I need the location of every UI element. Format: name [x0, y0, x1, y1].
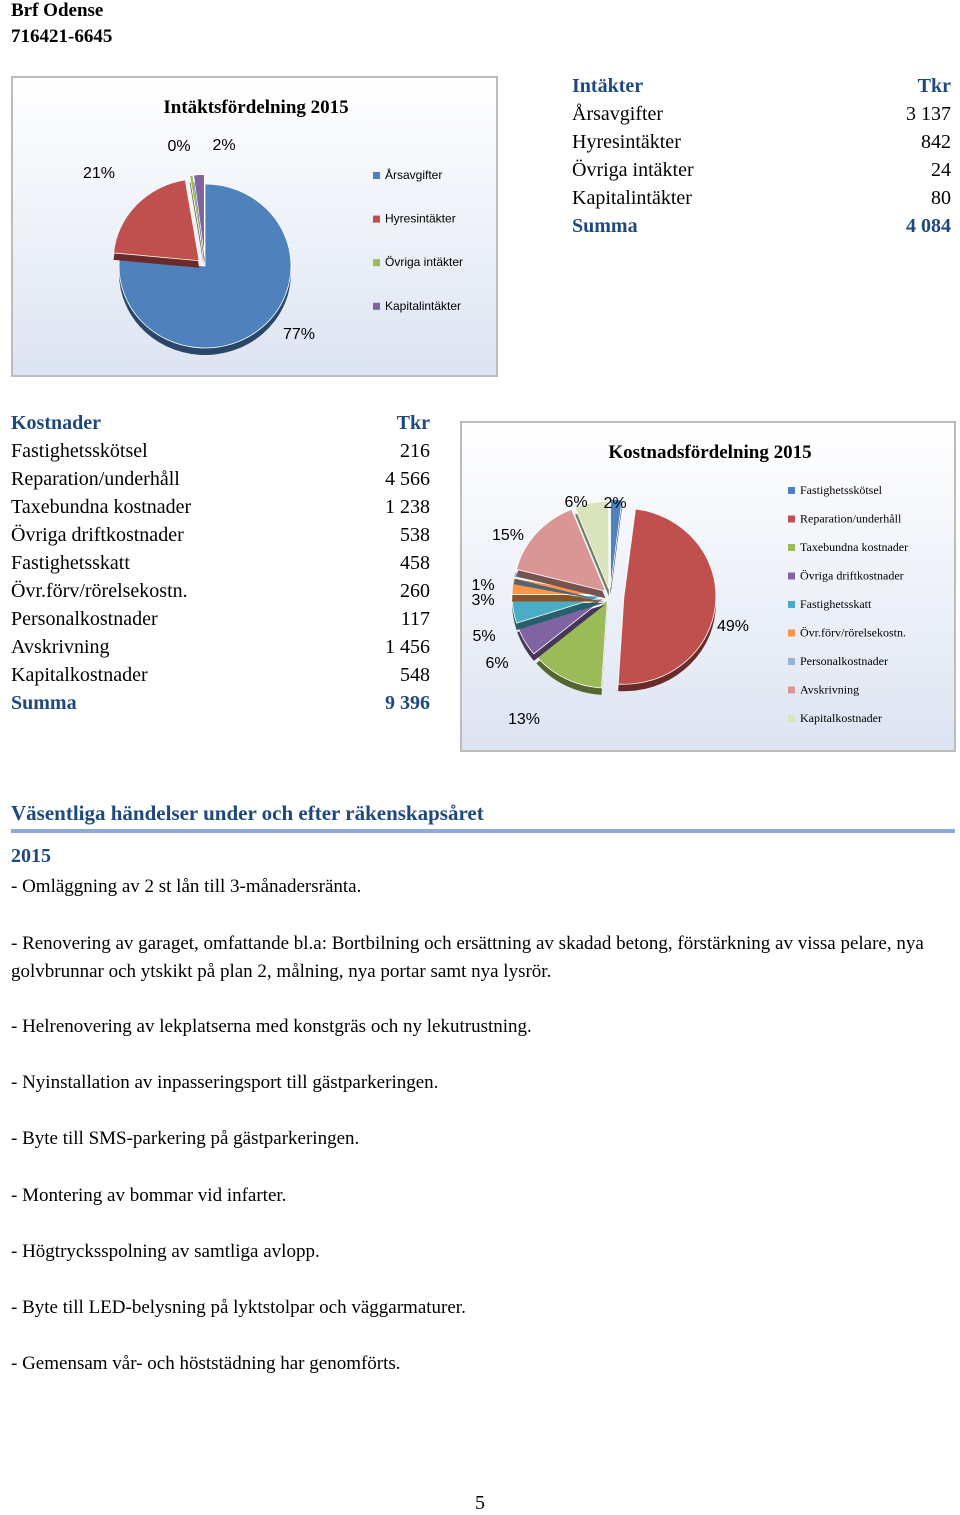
cost-row-label: Reparation/underhåll — [11, 468, 180, 490]
events-divider — [11, 829, 955, 833]
cost-total-label: Summa — [11, 692, 77, 714]
event-item: - Montering av bommar vid infarter. — [11, 1185, 287, 1206]
legend-swatch — [788, 715, 795, 722]
legend-entry: Reparation/underhåll — [800, 511, 902, 526]
legend-swatch — [788, 630, 795, 637]
cost-row-value: 458 — [400, 552, 430, 574]
data-label: 1% — [471, 577, 495, 594]
cost-row-value: 216 — [400, 440, 430, 462]
data-label: 13% — [507, 711, 541, 728]
data-label: 5% — [472, 628, 496, 645]
legend-swatch — [373, 303, 380, 310]
income-row-value: 3 137 — [906, 103, 951, 125]
income-heading: Intäkter — [572, 75, 644, 97]
income-row-value: 80 — [931, 187, 951, 209]
data-label: 21% — [82, 165, 116, 182]
legend-swatch — [788, 658, 795, 665]
income-pie-svg — [13, 78, 500, 379]
pie-slice — [618, 509, 716, 684]
legend-entry: Årsavgifter — [385, 168, 443, 182]
income-total-value: 4 084 — [906, 215, 951, 237]
pie-slices — [114, 174, 291, 355]
page-number: 5 — [475, 1492, 485, 1514]
data-label: 49% — [716, 618, 750, 635]
org-name: Brf Odense — [11, 0, 104, 21]
event-item: - Helrenovering av lekplatserna med konstgräs och ny lekutrustning. — [11, 1016, 532, 1037]
cost-row-value: 538 — [400, 524, 430, 546]
events-title: Väsentliga händelser under och efter räkenskapsåret — [11, 801, 484, 825]
income-row-label: Övriga intäkter — [572, 159, 694, 181]
cost-row-label: Kapitalkostnader — [11, 664, 148, 686]
legend-swatch — [373, 216, 380, 223]
pie-slice — [611, 499, 623, 587]
legend-swatch — [373, 172, 380, 179]
legend-swatch — [788, 601, 795, 608]
legend-entry: Avskrivning — [800, 682, 860, 697]
legend-entry: Hyresintäkter — [385, 211, 456, 226]
cost-row-value: 548 — [400, 664, 430, 686]
cost-heading: Kostnader — [11, 412, 101, 434]
cost-row-label: Fastighetsskatt — [11, 552, 130, 574]
income-row-label: Hyresintäkter — [572, 131, 681, 153]
legend-entry: Övriga driftkostnader — [800, 568, 904, 583]
pie-slice — [114, 180, 200, 261]
cost-row-value: 260 — [400, 580, 430, 602]
event-item: - Byte till LED-belysning på lyktstolpar och väggarmaturer. — [11, 1297, 466, 1318]
data-label: 0% — [167, 138, 191, 155]
income-total-label: Summa — [572, 215, 638, 237]
cost-chart — [460, 421, 956, 752]
data-label: 6% — [564, 494, 588, 511]
data-label: 15% — [491, 527, 525, 544]
data-label: 3% — [471, 592, 495, 609]
cost-row-value: 1 456 — [385, 636, 430, 658]
data-label: 77% — [282, 326, 316, 343]
legend-swatch — [788, 573, 795, 580]
cost-row-label: Fastighetsskötsel — [11, 440, 148, 462]
cost-pie-svg — [462, 423, 958, 754]
event-item: - Byte till SMS-parkering på gästparkeringen. — [11, 1128, 360, 1149]
cost-row-label: Personalkostnader — [11, 608, 158, 630]
chart-legend — [788, 483, 908, 725]
event-item: - Gemensam vår- och höststädning har genomförts. — [11, 1353, 401, 1374]
event-item: - Nyinstallation av inpasseringsport till gästparkeringen. — [11, 1072, 439, 1093]
event-item: - Omläggning av 2 st lån till 3-månadersränta. — [11, 876, 362, 897]
legend-entry: Fastighetsskötsel — [800, 483, 883, 497]
chart-legend — [373, 167, 463, 313]
data-label: 6% — [485, 655, 509, 672]
cost-row-label: Taxebundna kostnader — [11, 496, 192, 518]
income-chart — [11, 76, 498, 377]
income-row-value: 842 — [921, 131, 951, 153]
cost-row-label: Övr.förv/rörelsekostn. — [11, 580, 188, 602]
event-item: - Renovering av garaget, omfattande bl.a: Bortbilning och ersättning av skadad betong, förstärkning av vissa pelare, nya golvbrunnar och ytskikt på plan 2, målning, nya portar samt nya lysrör. — [11, 933, 924, 982]
legend-entry: Fastighetsskatt — [800, 597, 872, 611]
cost-total-value: 9 396 — [385, 692, 430, 714]
income-row-value: 24 — [931, 159, 951, 181]
legend-entry: Övr.förv/rörelsekostn. — [800, 625, 906, 640]
income-unit: Tkr — [917, 75, 951, 97]
legend-swatch — [788, 544, 795, 551]
legend-entry: Övriga intäkter — [385, 255, 464, 270]
cost-row-value: 4 566 — [385, 468, 430, 490]
legend-entry: Kapitalintäkter — [385, 298, 462, 313]
legend-swatch — [788, 687, 795, 694]
org-number: 716421-6645 — [11, 26, 113, 47]
legend-entry: Personalkostnader — [800, 654, 888, 668]
income-row-label: Årsavgifter — [572, 103, 664, 125]
chart-title: Kostnadsfördelning 2015 — [608, 442, 812, 463]
cost-unit: Tkr — [396, 412, 430, 434]
legend-swatch — [788, 516, 795, 523]
chart-title: Intäktsfördelning 2015 — [163, 97, 349, 118]
data-label: 2% — [603, 495, 627, 512]
legend-entry: Kapitalkostnader — [800, 711, 882, 725]
events-year: 2015 — [11, 845, 51, 867]
income-row-label: Kapitalintäkter — [572, 187, 692, 209]
cost-row-label: Övriga driftkostnader — [11, 524, 184, 546]
legend-swatch — [373, 259, 380, 266]
pie-slices — [512, 499, 716, 695]
cost-row-value: 117 — [400, 608, 430, 630]
cost-row-label: Avskrivning — [11, 636, 110, 658]
legend-entry: Taxebundna kostnader — [800, 540, 909, 554]
data-label: 2% — [212, 137, 236, 154]
cost-row-value: 1 238 — [385, 496, 430, 518]
legend-swatch — [788, 487, 795, 494]
event-item: - Högtrycksspolning av samtliga avlopp. — [11, 1241, 320, 1262]
